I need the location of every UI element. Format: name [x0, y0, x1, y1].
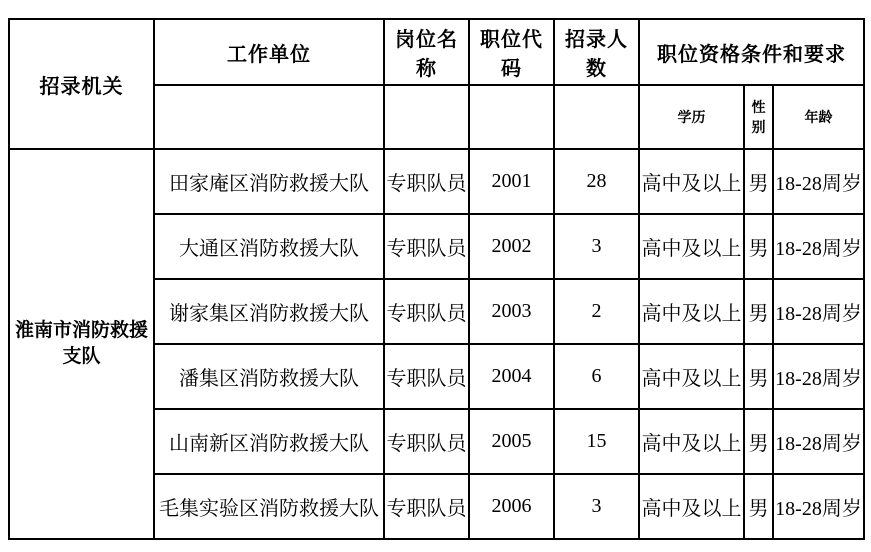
- cell-recruit-count: 15: [554, 409, 639, 474]
- cell-gender: 男: [744, 474, 773, 539]
- cell-gender: 男: [744, 409, 773, 474]
- column-header-gender: 性别: [744, 85, 773, 149]
- cell-work-unit: 大通区消防救援大队: [154, 214, 384, 279]
- column-header-education: 学历: [639, 85, 744, 149]
- cell-gender: 男: [744, 344, 773, 409]
- cell-position-code: 2003: [469, 279, 554, 344]
- cell-gender: 男: [744, 149, 773, 214]
- cell-gender: 男: [744, 214, 773, 279]
- column-header-qualifications: 职位资格条件和要求: [639, 19, 864, 85]
- cell-education: 高中及以上: [639, 149, 744, 214]
- cell-work-unit: 田家庵区消防救援大队: [154, 149, 384, 214]
- cell-position-code: 2005: [469, 409, 554, 474]
- header-spacer-cell: [554, 85, 639, 149]
- cell-work-unit: 毛集实验区消防救援大队: [154, 474, 384, 539]
- cell-age: 18-28周岁: [773, 279, 864, 344]
- cell-age: 18-28周岁: [773, 344, 864, 409]
- cell-recruit-count: 6: [554, 344, 639, 409]
- cell-education: 高中及以上: [639, 279, 744, 344]
- agency-cell: 淮南市消防救援支队: [9, 149, 154, 539]
- cell-position-name: 专职队员: [384, 279, 469, 344]
- cell-age: 18-28周岁: [773, 474, 864, 539]
- header-spacer-cell: [384, 85, 469, 149]
- cell-position-name: 专职队员: [384, 474, 469, 539]
- cell-position-code: 2002: [469, 214, 554, 279]
- cell-education: 高中及以上: [639, 409, 744, 474]
- cell-position-name: 专职队员: [384, 409, 469, 474]
- column-header-agency: 招录机关: [9, 19, 154, 149]
- cell-age: 18-28周岁: [773, 409, 864, 474]
- cell-position-code: 2004: [469, 344, 554, 409]
- cell-age: 18-28周岁: [773, 214, 864, 279]
- column-header-recruit-count: 招录人数: [554, 19, 639, 85]
- recruitment-table: [8, 18, 865, 540]
- cell-recruit-count: 3: [554, 214, 639, 279]
- column-header-position-code: 职位代码: [469, 19, 554, 85]
- cell-position-name: 专职队员: [384, 214, 469, 279]
- column-header-age: 年龄: [773, 85, 864, 149]
- column-header-position-name: 岗位名称: [384, 19, 469, 85]
- column-header-work-unit: 工作单位: [154, 19, 384, 85]
- cell-recruit-count: 2: [554, 279, 639, 344]
- cell-work-unit: 潘集区消防救援大队: [154, 344, 384, 409]
- cell-position-code: 2001: [469, 149, 554, 214]
- cell-recruit-count: 3: [554, 474, 639, 539]
- cell-education: 高中及以上: [639, 474, 744, 539]
- cell-work-unit: 山南新区消防救援大队: [154, 409, 384, 474]
- table-row: [9, 149, 864, 214]
- cell-work-unit: 谢家集区消防救援大队: [154, 279, 384, 344]
- cell-gender: 男: [744, 279, 773, 344]
- cell-position-name: 专职队员: [384, 344, 469, 409]
- cell-recruit-count: 28: [554, 149, 639, 214]
- cell-education: 高中及以上: [639, 344, 744, 409]
- header-row-1: [9, 19, 864, 85]
- cell-education: 高中及以上: [639, 214, 744, 279]
- cell-position-name: 专职队员: [384, 149, 469, 214]
- cell-age: 18-28周岁: [773, 149, 864, 214]
- header-spacer-cell: [469, 85, 554, 149]
- header-spacer-cell: [154, 85, 384, 149]
- cell-position-code: 2006: [469, 474, 554, 539]
